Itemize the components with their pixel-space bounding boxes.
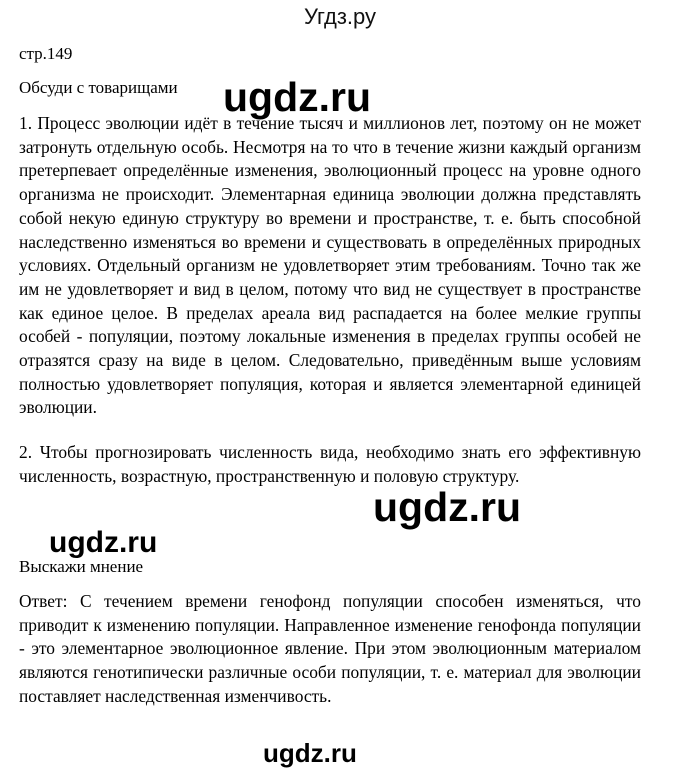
watermark-2: ugdz.ru (373, 484, 522, 530)
paragraph-2: 2. Чтобы прогнозировать численность вида, необходимо знать его эффективную численность, возрастную, пространственную и половую структуру. (19, 442, 641, 486)
paragraph-1: 1. Процесс эволюции идёт в течение тысяч и миллионов лет, поэтому он не может затронуть отдельную особь. Несмотря на то что в течение жизни каждый организм претерпевает определённые изменения, эволюционный процесс на уровне одного организма не происходит. Элементарная единица эволюции должна представлять собой некую единую структуру во времени и пространстве, т. е. быть способной наследственно изменяться во времени и существовать в определённых природных условиях. Отдельный организм не удовлетворяет этим требованиям. Точно так же им не удовлетворяет и вид в целом, потому что вид не существует в пространстве как единое целое. В пределах ареала вид распадается на более мелкие группы особей - популяции, поэтому локальные изменения в пределах группы особей не отразятся сразу на виде в целом. Следовательно, приведённым выше условиям полностью удовлетворяет популяция, которая и является элементарной единицей эволюции. (19, 113, 641, 418)
watermark-3: ugdz.ru (49, 526, 158, 559)
page-number: стр.149 (19, 44, 73, 63)
watermark-4: ugdz.ru (263, 738, 357, 768)
site-title: Угдз.ру (303, 4, 377, 29)
section-heading-discuss: Обсуди с товарищами (19, 78, 178, 97)
answer-paragraph: Ответ: С течением времени генофонд популяции способен изменяться, что приводит к изменению популяции. Направленное изменение генофонда популяции - это элементарное эволюционное явление. При этом эволюционным материалом являются генотипически различные особи популяции, т. е. материал для эволюции поставляет наследственная изменчивость. (19, 591, 641, 706)
section-heading-opinion: Выскажи мнение (19, 557, 144, 576)
watermark-1: ugdz.ru (223, 74, 372, 120)
